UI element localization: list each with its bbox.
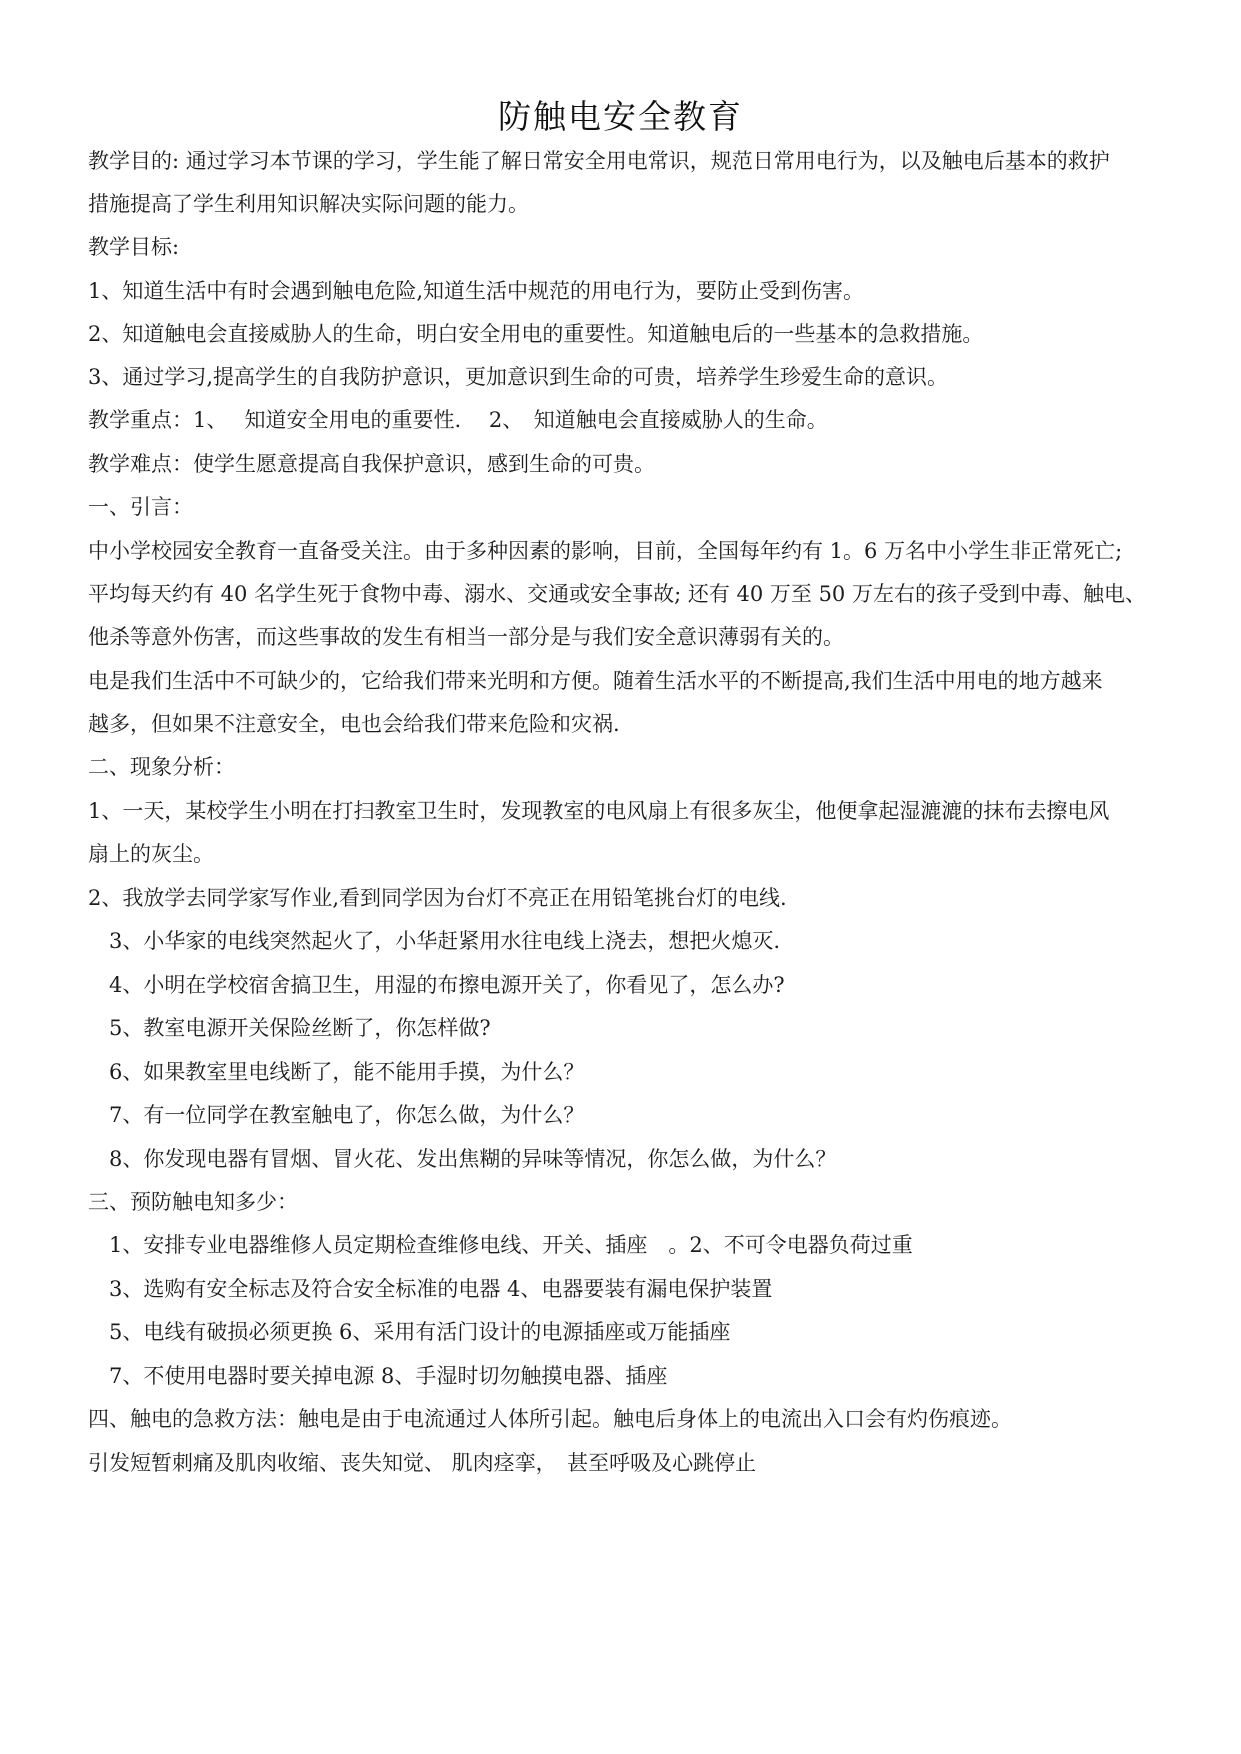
text-line-goal-2: 2、知道触电会直接威胁人的生命，明白安全用电的重要性。知道触电后的一些基本的急救措施。 [88,322,984,346]
text-line-intro-5: 越多，但如果不注意安全，电也会给我们带来危险和灾祸. [88,712,620,736]
section-heading-analysis: 二、现象分析： [88,755,235,779]
text-line-case-8: 8、你发现电器有冒烟、冒火花、发出焦糊的异味等情况，你怎么做，为什么？ [109,1147,837,1171]
text-line-case-2: 2、我放学去同学家写作业,看到同学因为台灯不亮正在用铅笔挑台灯的电线. [88,886,787,910]
text-line-prevention-2: 3、选购有安全标志及符合安全标准的电器 4、电器要装有漏电保护装置 [109,1277,773,1301]
text-line-goals-heading: 教学目标: [88,235,180,259]
text-line-case-4: 4、小明在学校宿舍搞卫生，用湿的布擦电源开关了，你看见了，怎么办? [109,973,785,997]
text-line-intro-4: 电是我们生活中不可缺少的，它给我们带来光明和方便。随着生活水平的不断提高,我们生活中用电的地方越来 [88,669,1103,693]
page-title: 防触电安全教育 [498,97,743,136]
text-line-intro-1: 中小学校园安全教育一直备受关注。由于多种因素的影响，目前，全国每年约有 1。6 万名中小学生非正常死亡; [88,539,1123,563]
text-line-difficulty: 教学难点：使学生愿意提高自我保护意识，感到生命的可贵。 [88,452,655,476]
text-line-case-6: 6、如果教室里电线断了，能不能用手摸，为什么？ [109,1060,585,1084]
text-line-goal-3: 3、通过学习,提高学生的自我防护意识，更加意识到生命的可贵，培养学生珍爱生命的意识。 [88,365,949,389]
text-line-intro-2: 平均每天约有 40 名学生死于食物中毒、溺水、交通或安全事故; 还有 40 万至 50 万左右的孩子受到中毒、触电、 [88,582,1146,606]
text-line-case-7: 7、有一位同学在教室触电了，你怎么做，为什么？ [109,1103,585,1127]
text-line-case-1: 1、一天，某校学生小明在打扫教室卫生时，发现教室的电风扇上有很多灰尘，他便拿起湿漉漉的抹布去擦电风 [88,799,1110,823]
text-line-goal-1: 1、知道生活中有时会遇到触电危险,知道生活中规范的用电行为，要防止受到伤害。 [88,279,865,303]
text-line-prevention-3: 5、电线有破损必须更换 6、采用有活门设计的电源插座或万能插座 [109,1320,731,1344]
text-line-case-1-cont: 扇上的灰尘。 [88,842,214,866]
section-heading-first-aid: 四、触电的急救方法：触电是由于电流通过人体所引起。触电后身体上的电流出入口会有灼伤痕迹。 [88,1407,1012,1431]
text-line-case-5: 5、教室电源开关保险丝断了，你怎样做? [109,1016,491,1040]
text-line-prevention-4: 7、不使用电器时要关掉电源 8、手湿时切勿触摸电器、插座 [109,1364,668,1388]
section-heading-prevention: 三、预防触电知多少： [88,1190,298,1214]
text-line-objective: 教学目的: 通过学习本节课的学习，学生能了解日常安全用电常识，规范日常用电行为，以及触电后基本的救护 [88,149,1110,173]
section-heading-intro: 一、引言： [88,495,193,519]
text-line-intro-3: 他杀等意外伤害，而这些事故的发生有相当一部分是与我们安全意识薄弱有关的。 [88,625,844,649]
text-line-case-3: 3、小华家的电线突然起火了，小华赶紧用水往电线上浇去，想把火熄灭. [109,929,781,953]
text-line-prevention-1: 1、安排专业电器维修人员定期检查维修电线、开关、插座 。2、不可令电器负荷过重 [109,1233,913,1257]
text-line-key-points: 教学重点：1、 知道安全用电的重要性. 2、 知道触电会直接威胁人的生命。 [88,408,828,432]
text-line-objective-cont: 措施提高了学生利用知识解决实际问题的能力。 [88,192,529,216]
text-line-first-aid-cont: 引发短暂刺痛及肌肉收缩、丧失知觉、 肌肉痉挛， 甚至呼吸及心跳停止 [88,1451,757,1475]
